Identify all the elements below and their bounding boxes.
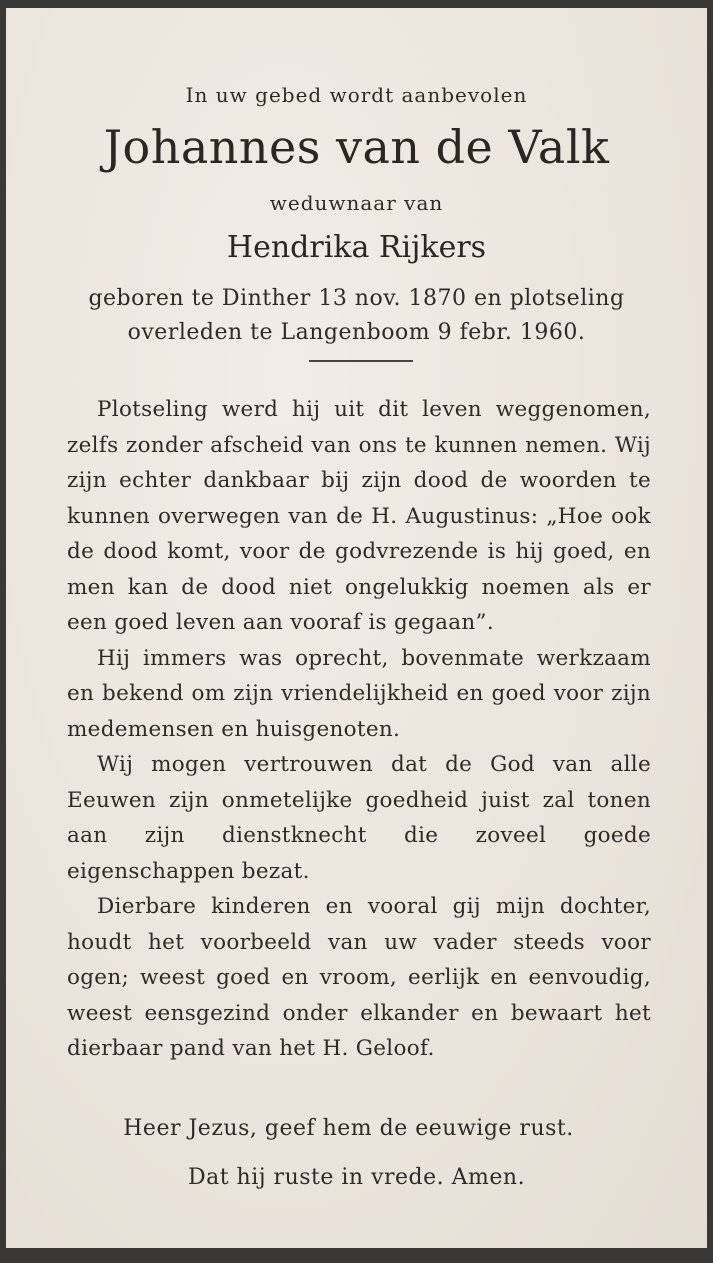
divider-rule [309, 360, 413, 362]
birth-line: geboren te Dinther 13 nov. 1870 en plotseling [88, 286, 625, 311]
relation-line: weduwnaar van [269, 191, 444, 215]
intro-line: In uw gebed wordt aanbevolen [185, 83, 528, 107]
paragraph-1: Plotseling werd hij uit dit leven weggenomen, zelfs zonder afscheid van ons te kunnen nemen. Wij zijn echter dankbaar bij zijn dood de woorden te kunnen overwegen van de H. Augustinus: „Hoe ook de dood komt, voor de godvrezende is hij goed, en men kan de dood niet ongelukkig noemen als er een goed leven aan vooraf is gegaan”. [67, 397, 651, 635]
amen-line: Dat hij ruste in vrede. Amen. [187, 1165, 526, 1190]
memorial-text [67, 392, 651, 1067]
paragraph-4: Dierbare kinderen en vooral gij mijn dochter, houdt het voorbeeld van uw vader steeds voor ogen; weest goed en vroom, eerlijk en eenvoudig, weest eensgezind onder elkander en bewaart het dierbaar pand van het H. Geloof. [67, 894, 651, 1061]
memorial-card [6, 8, 707, 1248]
prayer-line: Heer Jezus, geef hem de eeuwige rust. [123, 1116, 574, 1141]
paragraph-3: Wij mogen vertrouwen dat de God van alle Eeuwen zijn onmetelijke goedheid juist zal tonen aan zijn dienstknecht die zoveel goede eigenschappen bezat. [67, 752, 651, 884]
death-line: overleden te Langenboom 9 febr. 1960. [127, 320, 586, 345]
spouse-name: Hendrika Rijkers [226, 230, 487, 265]
paragraph-2: Hij immers was oprecht, bovenmate werkzaam en bekend om zijn vriendelijkheid en goed voor zijn medemensen en huisgenoten. [67, 645, 651, 742]
deceased-name: Johannes van de Valk [103, 120, 610, 174]
